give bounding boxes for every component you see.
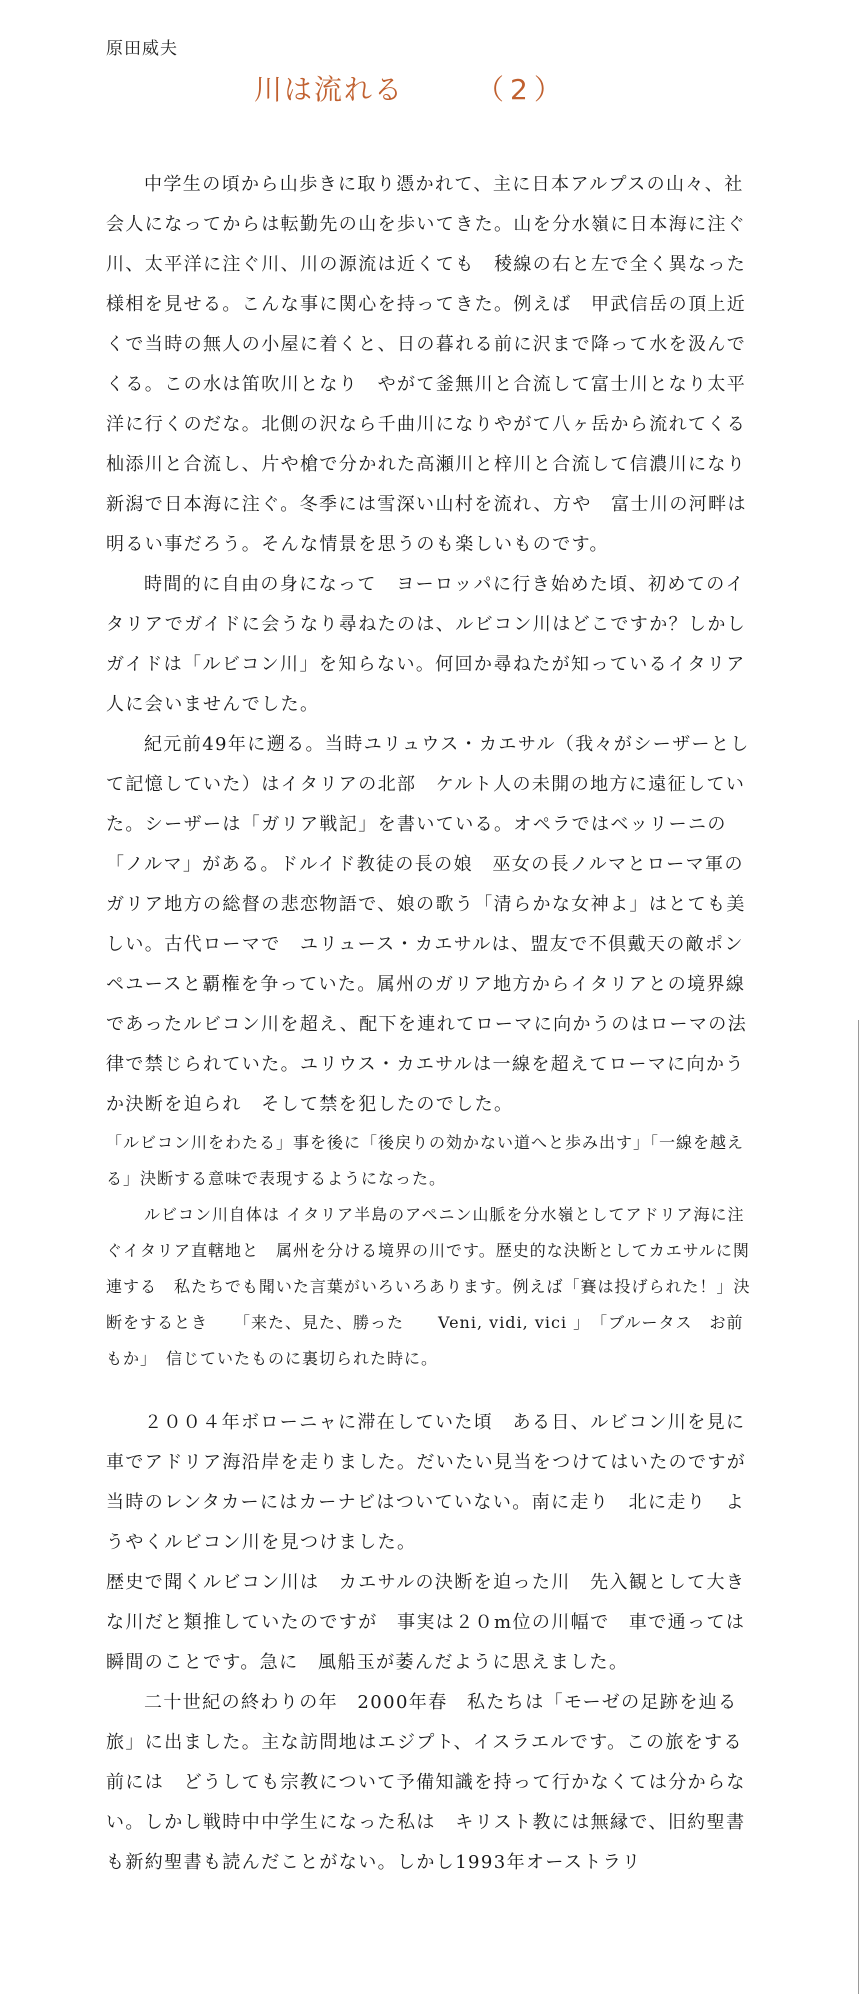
author-name: 原田威夫 bbox=[106, 39, 178, 59]
document-title bbox=[254, 68, 568, 108]
title-number: （2） bbox=[476, 73, 568, 106]
paragraph-rubicon-river: ルビコン川自体は イタリア半島のアペニン山脈を分水嶺としてアドリア海に注ぐイタリア直轄地と 属州を分ける境界の川です。歴史的な決断としてカエサルに関連する 私たちでも聞いた言葉がいろいろあります。例えば「賽は投げられた！」決断をするとき 「来た、見た、勝った Veni, vidi, vici 」 「ブルータス お前もか」 信じていたものに裏切られた時に。 bbox=[106, 1205, 751, 1368]
paragraph-small-river: 歴史で聞くルビコン川は カエサルの決断を迫った川 先入観として大きな川だと類推していたのですが 事実は２０m位の川幅で 車で通っては瞬間のことです。急に 風船玉が萎んだように思えました。 bbox=[106, 1572, 746, 1673]
document-body bbox=[106, 165, 766, 1883]
paragraph-mountains: 中学生の頃から山歩きに取り憑かれて、主に日本アルプスの山々、社会人になってからは転勤先の山を歩いてきた。山を分水嶺に日本海に注ぐ川、太平洋に注ぐ川、川の源流は近くても 稜線の右と左で全く異なった様相を見せる。こんな事に関心を持ってきた。例えば 甲武信岳の頂上近くで当時の無人の小屋に着くと、日の暮れる前に沢まで降って水を汲んでくる。この水は笛吹川となり やがて釜無川と合流して富士川となり太平洋に行くのだな。北側の沢なら千曲川になりやがて八ヶ岳から流れてくる杣添川と合流し、片や槍で分かれた高瀬川と梓川と合流して信濃川になり新潟で日本海に注ぐ。冬季には雪深い山村を流れ、方や 富士川の河畔は明るい事だろう。そんな情景を思うのも楽しいものです。 bbox=[106, 174, 747, 555]
paragraph-bologna-2004: ２００４年ボローニャに滞在していた頃 ある日、ルビコン川を見に 車でアドリア海沿岸を走りました。だいたい見当をつけてはいたのですが 当時のレンタカーにはカーナビはついていない。南に走り 北に走り ようやくルビコン川を見つけました。 bbox=[106, 1412, 766, 1553]
title-text: 川は流れる bbox=[254, 73, 405, 106]
paragraph-caesar: 紀元前49年に遡る。当時ユリュウス・カエサル（我々がシーザーとして記憶していた）はイタリアの北部 ケルト人の未開の地方に遠征していた。シーザーは「ガリア戦記」を書いている。オペラではベッリーニの「ノルマ」がある。ドルイド教徒の長の娘 巫女の長ノルマとローマ軍のガリア地方の総督の悲恋物語で、娘の歌う「清らかな女神よ」はとても美しい。古代ローマで ユリュース・カエサルは、盟友で不倶戴天の敵ポンペユースと覇権を争っていた。属州のガリア地方からイタリアとの境界線であったルビコン川を超え、配下を連れてローマに向かうのはローマの法律で禁じられていた。ユリウス・カエサルは一線を超えてローマに向かうか決断を迫られ そして禁を犯したのでした。 bbox=[106, 734, 750, 1115]
paragraph-italy-guide: 時間的に自由の身になって ヨーロッパに行き始めた頃、初めてのイタリアでガイドに会うなり尋ねたのは、ルビコン川はどこですか？しかしガイドは「ルビコン川」を知らない。何回か尋ねたが知っているイタリア人に会いませんでした。 bbox=[106, 574, 747, 715]
paragraph-moses-trip: 二十世紀の終わりの年 2000年春 私たちは「モーゼの足跡を辿る旅」に出ました。主な訪問地はエジプト、イスラエルです。この旅をする前には どうしても宗教について予備知識を持って行かなくては分からない。しかし戦時中中学生になった私は キリスト教には無縁で、旧約聖書も新約聖書も読んだことがない。しかし1993年オーストラリ bbox=[106, 1692, 746, 1873]
paragraph-crossing-meaning: 「ルビコン川をわたる」事を後に「後戻りの効かない道へと歩み出す」「一線を越える」決断する意味で表現するようになった。 bbox=[106, 1133, 745, 1188]
section-gap bbox=[106, 1377, 756, 1403]
page-edge-divider bbox=[858, 1020, 859, 1994]
